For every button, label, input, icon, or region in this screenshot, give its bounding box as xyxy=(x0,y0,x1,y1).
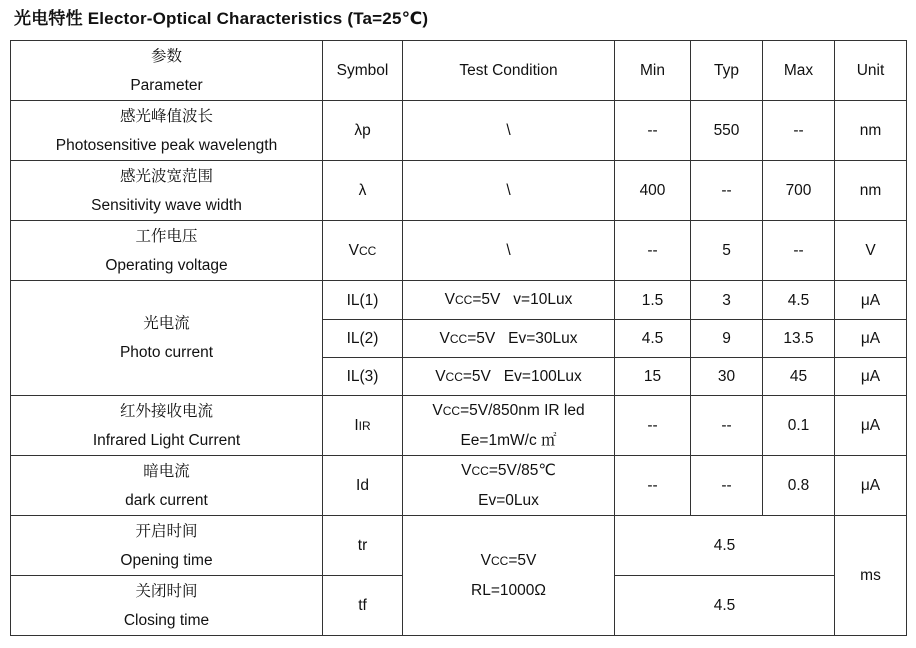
condition-line-2: Ee=1mW/c ㎡ xyxy=(460,432,557,449)
cond-sub: CC xyxy=(471,464,489,478)
symbol-sub: IR xyxy=(358,418,371,433)
typ-cell: 30 xyxy=(691,358,763,396)
param-cn: 开启时间 xyxy=(135,522,198,540)
table-row xyxy=(11,161,907,221)
unit-cell: ms xyxy=(835,516,907,636)
typ-cell: 550 xyxy=(691,101,763,161)
cond-rest: =5V Ev=100Lux xyxy=(462,367,582,385)
cond-v: V xyxy=(480,552,491,569)
param-en: Sensitivity wave width xyxy=(91,196,242,214)
cond-sub: CC xyxy=(455,293,473,307)
param-cn: 工作电压 xyxy=(135,227,198,245)
min-cell: 400 xyxy=(615,161,691,221)
param-en: Operating voltage xyxy=(105,256,228,274)
cond-sub: CC xyxy=(449,331,468,346)
condition-line-2: RL=1000Ω xyxy=(471,582,546,599)
condition-line-2: Ev=0Lux xyxy=(478,492,539,509)
symbol-cell: λ xyxy=(323,161,403,221)
unit-cell: μA xyxy=(835,281,907,320)
table-row xyxy=(11,101,907,161)
symbol-cell: tf xyxy=(323,576,403,636)
min-cell: 1.5 xyxy=(615,281,691,320)
min-cell: 4.5 xyxy=(615,320,691,358)
param-cell xyxy=(11,396,323,456)
param-cn: 光电流 xyxy=(143,315,190,332)
header-row xyxy=(11,41,907,101)
header-unit: Unit xyxy=(835,41,907,101)
param-en: Photo current xyxy=(119,344,214,361)
param-cn: 红外接收电流 xyxy=(119,402,213,420)
condition-cell xyxy=(403,358,615,396)
typ-cell: -- xyxy=(691,456,763,516)
max-cell: 0.1 xyxy=(763,396,835,456)
symbol-cell: Id xyxy=(323,456,403,516)
condition-cell: \ xyxy=(403,101,615,161)
condition-cell: \ xyxy=(403,221,615,281)
param-cell xyxy=(11,456,323,516)
symbol-cell xyxy=(323,221,403,281)
table-row xyxy=(11,516,907,576)
param-cn: 关闭时间 xyxy=(135,582,198,600)
symbol-main: V xyxy=(348,241,359,259)
condition-cell xyxy=(403,281,615,320)
min-cell: -- xyxy=(615,396,691,456)
table-row xyxy=(11,221,907,281)
param-cell xyxy=(11,101,323,161)
typ-cell: 3 xyxy=(691,281,763,320)
max-cell: 4.5 xyxy=(763,281,835,320)
cond-rest: =5V Ev=30Lux xyxy=(467,329,578,347)
table-row xyxy=(11,456,907,516)
cond-v: V xyxy=(444,291,456,308)
param-cell xyxy=(11,516,323,576)
condition-cell: \ xyxy=(403,161,615,221)
param-cell xyxy=(11,281,323,396)
min-cell: 15 xyxy=(615,358,691,396)
min-cell: -- xyxy=(615,101,691,161)
max-cell: 45 xyxy=(763,358,835,396)
param-en: Opening time xyxy=(120,551,213,569)
param-en: Infrared Light Current xyxy=(92,431,241,449)
cond-v: V xyxy=(461,462,472,479)
table-row xyxy=(11,281,907,320)
value-cell: 4.5 xyxy=(615,576,835,636)
typ-cell: 9 xyxy=(691,320,763,358)
param-en: Closing time xyxy=(123,611,210,629)
symbol-cell xyxy=(323,396,403,456)
param-en: Photosensitive peak wavelength xyxy=(55,136,278,154)
section-title: 光电特性 Elector-Optical Characteristics (Ta=25℃) xyxy=(14,9,429,28)
cond-v: V xyxy=(439,329,450,347)
unit-cell: nm xyxy=(835,101,907,161)
header-typ: Typ xyxy=(691,41,763,101)
header-symbol: Symbol xyxy=(323,41,403,101)
cond-rest: =5V v=10Lux xyxy=(472,291,573,308)
min-cell: -- xyxy=(615,221,691,281)
param-cell xyxy=(11,161,323,221)
param-en: dark current xyxy=(125,491,208,509)
symbol-main: I xyxy=(354,416,359,434)
max-cell: 13.5 xyxy=(763,320,835,358)
typ-cell: -- xyxy=(691,396,763,456)
cond-rest: =5V xyxy=(508,552,537,569)
cond-v: V xyxy=(432,402,443,419)
condition-cell xyxy=(403,516,615,636)
max-cell: -- xyxy=(763,101,835,161)
cond-sub: CC xyxy=(442,404,461,418)
condition-cell xyxy=(403,396,615,456)
cond-v: V xyxy=(435,367,446,385)
condition-cell xyxy=(403,320,615,358)
typ-cell: -- xyxy=(691,161,763,221)
header-parameter-en: Parameter xyxy=(130,76,203,94)
table-row xyxy=(11,396,907,456)
min-cell: -- xyxy=(615,456,691,516)
symbol-cell: IL(3) xyxy=(323,358,403,396)
cond-sub: CC xyxy=(490,554,509,568)
condition-cell xyxy=(403,456,615,516)
param-cell xyxy=(11,576,323,636)
unit-cell: V xyxy=(835,221,907,281)
header-parameter xyxy=(11,41,323,101)
unit-cell: μA xyxy=(835,396,907,456)
typ-cell: 5 xyxy=(691,221,763,281)
param-cell xyxy=(11,221,323,281)
header-parameter-cn: 参数 xyxy=(150,47,182,65)
unit-cell: μA xyxy=(835,320,907,358)
value-cell: 4.5 xyxy=(615,516,835,576)
symbol-cell: λp xyxy=(323,101,403,161)
electro-optical-table xyxy=(10,40,907,636)
cond-sub: CC xyxy=(445,369,463,384)
symbol-cell: IL(2) xyxy=(323,320,403,358)
param-cn: 感光峰值波长 xyxy=(119,107,213,125)
header-min: Min xyxy=(615,41,691,101)
header-test-condition: Test Condition xyxy=(403,41,615,101)
cond-rest: =5V/850nm IR led xyxy=(460,402,585,419)
unit-cell: nm xyxy=(835,161,907,221)
max-cell: 0.8 xyxy=(763,456,835,516)
unit-cell: μA xyxy=(835,456,907,516)
max-cell: 700 xyxy=(763,161,835,221)
condition-line-1 xyxy=(403,456,614,486)
param-cn: 暗电流 xyxy=(143,462,190,480)
symbol-sub: CC xyxy=(359,243,377,258)
param-cn: 感光波宽范围 xyxy=(119,167,213,185)
condition-line-1 xyxy=(403,396,614,426)
cond-rest: =5V/85℃ xyxy=(488,462,556,479)
max-cell: -- xyxy=(763,221,835,281)
symbol-cell: IL(1) xyxy=(323,281,403,320)
unit-cell: μA xyxy=(835,358,907,396)
header-max: Max xyxy=(763,41,835,101)
symbol-cell: tr xyxy=(323,516,403,576)
condition-line-1 xyxy=(403,546,614,576)
